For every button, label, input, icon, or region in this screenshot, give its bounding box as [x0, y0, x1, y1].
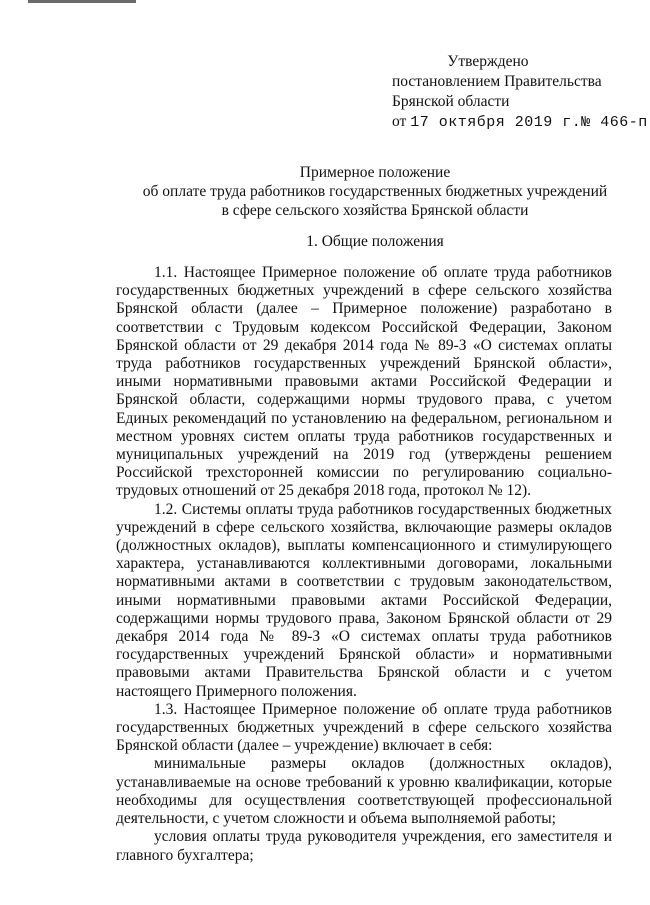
document-title	[100, 163, 650, 220]
title-line-2: об оплате труда работников государственных бюджетных учреждений	[142, 183, 608, 200]
document-body	[116, 264, 612, 865]
approval-date-stamp: 17 октября 2019 г.	[410, 114, 582, 131]
approval-date-prefix: от	[392, 113, 407, 130]
approval-heading: Утверждено	[447, 53, 529, 70]
title-line-1: Примерное положение	[299, 164, 451, 181]
list-item-management-pay: условия оплаты труда руководителя учреждения, его заместителя и главного бухгалтера;	[116, 828, 612, 864]
approval-number: № 466-п	[581, 114, 648, 131]
approval-block	[392, 52, 648, 133]
title-line-3: в сфере сельского хозяйства Брянской области	[221, 202, 529, 219]
list-item-salaries: минимальные размеры окладов (должностных окладов), устанавливаемые на основе требований к уровню квалификации, которые необходимы для осуществления соответствующей профессиональной деятельности, с учетом сложности и объема выполняемой работы;	[116, 755, 612, 828]
approval-date-line	[392, 112, 648, 133]
approval-resolution: постановлением Правительства	[392, 73, 602, 90]
section-heading: 1. Общие положения	[306, 233, 444, 250]
paragraph-1-1: 1.1. Настоящее Примерное положение об оплате труда работников государственных бюджетных учреждений в сфере сельского хозяйства Брянской области (далее – Примерное положение) разработано в соответствии с Трудовым кодексом Российской Федерации, Законом Брянской области от 29 декабря 2014 года № 89-З «О системах оплаты труда работников государственных учреждений Брянской области», иными нормативными правовыми актами Российской Федерации и Брянской области, содержащими нормы трудового права, с учетом Единых рекомендаций по установлению на федеральном, региональном и местном уровнях систем оплаты труда работников государственных и муниципальных учреждений на 2019 год (утверждены решением Российской трехсторонней комиссии по регулированию социально-трудовых отношений от 25 декабря 2018 года, протокол № 12).	[116, 264, 612, 500]
paragraph-1-2: 1.2. Системы оплаты труда работников государственных бюджетных учреждений в сфере сельского хозяйства, включающие размеры окладов (должностных окладов), выплаты компенсационного и стимулирующего характера, устанавливаются коллективными договорами, локальными нормативными актами в соответствии с трудовым законодательством, иными нормативными правовыми актами Российской Федерации, содержащими нормы трудового права, Законом Брянской области от 29 декабря 2014 года № 89-З «О системах оплаты труда работников государственных учреждений Брянской области» и нормативными правовыми актами Правительства Брянской области и с учетом настоящего Примерного положения.	[116, 500, 612, 700]
approval-region: Брянской области	[392, 93, 510, 110]
scan-edge-mark	[28, 0, 136, 3]
paragraph-1-3: 1.3. Настоящее Примерное положение об оплате труда работников государственных бюджетных учреждений в сфере сельского хозяйства Брянской области (далее – учреждение) включает в себя:	[116, 700, 612, 755]
